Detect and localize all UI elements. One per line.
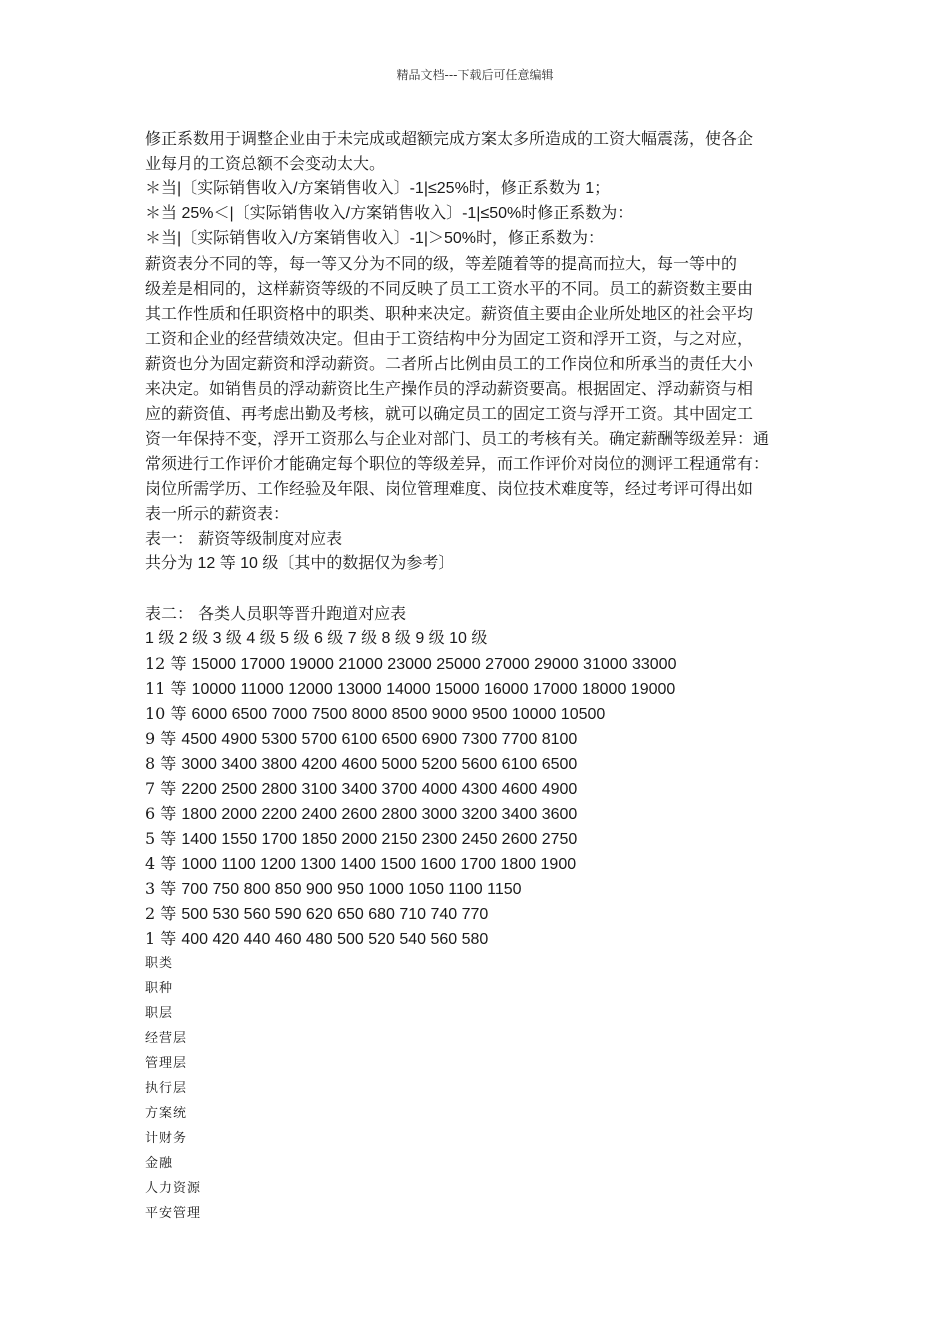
list-item: 人力资源 — [145, 1181, 202, 1196]
table-row — [145, 801, 805, 826]
table1-title: 表一： 薪资等级制度对应表 — [145, 529, 343, 548]
rule-line: ＊当|〔实际销售收入/方案销售收入〕-1|≤25%时，修正系数为 1； — [145, 180, 611, 197]
correction-rules — [145, 176, 805, 251]
category-list — [145, 951, 805, 1226]
grade-values: 10000 11000 12000 13000 14000 15000 16000 17000 18000 19000 — [191, 681, 676, 698]
grade-label: 1 等 — [145, 929, 182, 948]
grade-label: 5 等 — [145, 829, 182, 848]
table-row — [145, 676, 805, 701]
document-body — [145, 126, 805, 1226]
text-line: 业每月的工资总额不会变动太大。 — [145, 154, 386, 173]
spacer — [145, 576, 805, 601]
table-row — [145, 901, 805, 926]
grade-values: 15000 17000 19000 21000 23000 25000 27000 29000 31000 33000 — [191, 656, 677, 673]
rule-line: ＊当 25%＜|〔实际销售收入/方案销售收入〕-1|≤50%时修正系数为： — [145, 205, 634, 222]
table-row — [145, 726, 805, 751]
grade-values: 1800 2000 2200 2400 2600 2800 3000 3200 3400 3600 — [181, 806, 578, 823]
list-item: 执行层 — [145, 1081, 188, 1096]
list-item: 金融 — [145, 1156, 174, 1171]
grade-label: 9 等 — [145, 729, 182, 748]
paragraph-intro — [145, 126, 805, 176]
grade-values: 700 750 800 850 900 950 1000 1050 1100 1150 — [181, 881, 522, 898]
grade-label: 6 等 — [145, 804, 182, 823]
table-row — [145, 651, 805, 676]
table-row — [145, 876, 805, 901]
text-line: 岗位所需学历、工作经验及年限、岗位管理难度、岗位技术难度等，经过考评可得出如 — [145, 479, 754, 498]
text-line: 常须进行工作评价才能确定每个职位的等级差异，而工作评价对岗位的测评工程通常有： — [145, 454, 770, 473]
list-item: 经营层 — [145, 1031, 188, 1046]
table-row — [145, 701, 805, 726]
grade-values: 4500 4900 5300 5700 6100 6500 6900 7300 7700 8100 — [181, 731, 578, 748]
text-line: 来决定。如销售员的浮动薪资比生产操作员的浮动薪资要高。根据固定、浮动薪资与相 — [145, 379, 754, 398]
grade-values: 2200 2500 2800 3100 3400 3700 4000 4300 4600 4900 — [181, 781, 578, 798]
page-header: 精品文档---下载后可任意编辑 — [396, 68, 554, 82]
grade-values: 1400 1550 1700 1850 2000 2150 2300 2450 2600 2750 — [181, 831, 578, 848]
text-line: 级差是相同的，这样薪资等级的不同反映了员工工资水平的不同。员工的薪资数主要由 — [145, 279, 754, 298]
grade-label: 7 等 — [145, 779, 182, 798]
text-line: 其工作性质和任职资格中的职类、职种来决定。薪资值主要由企业所处地区的社会平均 — [145, 304, 754, 323]
text-line: 资一年保持不变，浮开工资那么与企业对部门、员工的考核有关。确定薪酬等级差异：通 — [145, 429, 770, 448]
text-line: 工资和企业的经营绩效决定。但由于工资结构中分为固定工资和浮开工资，与之对应， — [145, 329, 754, 348]
list-item: 平安管理 — [145, 1206, 202, 1221]
grade-label: 4 等 — [145, 854, 182, 873]
grade-label: 10 等 — [145, 704, 192, 723]
grade-label: 12 等 — [145, 654, 192, 673]
list-item: 职层 — [145, 1006, 174, 1021]
grade-values: 6000 6500 7000 7500 8000 8500 9000 9500 10000 10500 — [191, 706, 606, 723]
grade-values: 500 530 560 590 620 650 680 710 740 770 — [181, 906, 489, 923]
list-item: 方案统 — [145, 1106, 188, 1121]
rule-line: ＊当|〔实际销售收入/方案销售收入〕-1|＞50%时，修正系数为： — [145, 230, 605, 247]
table2-levels-header: 1 级 2 级 3 级 4 级 5 级 6 级 7 级 8 级 9 级 10 级 — [145, 630, 488, 647]
paragraph-salary — [145, 251, 805, 526]
grade-values: 400 420 440 460 480 500 520 540 560 580 — [181, 931, 489, 948]
text-line: 薪资表分不同的等，每一等又分为不同的级，等差随着等的提高而拉大，每一等中的 — [145, 254, 738, 273]
table-row — [145, 751, 805, 776]
text-line: 薪资也分为固定薪资和浮动薪资。二者所占比例由员工的工作岗位和所承当的责任大小 — [145, 354, 754, 373]
grade-label: 2 等 — [145, 904, 182, 923]
list-item: 职类 — [145, 956, 174, 971]
salary-table — [145, 651, 805, 951]
grade-label: 3 等 — [145, 879, 182, 898]
grade-label: 11 等 — [145, 679, 192, 698]
table-row — [145, 776, 805, 801]
text-line: 应的薪资值、再考虑出勤及考核，就可以确定员工的固定工资与浮开工资。其中固定工 — [145, 404, 754, 423]
grade-values: 1000 1100 1200 1300 1400 1500 1600 1700 1800 1900 — [181, 856, 577, 873]
grade-values: 3000 3400 3800 4200 4600 5000 5200 5600 6100 6500 — [181, 756, 578, 773]
table1-note: 共分为 12 等 10 级〔其中的数据仅为参考〕 — [145, 555, 455, 572]
list-item: 计财务 — [145, 1131, 188, 1146]
text-line: 修正系数用于调整企业由于未完成或超额完成方案太多所造成的工资大幅震荡，使各企 — [145, 129, 754, 148]
text-line: 表一所示的薪资表： — [145, 504, 290, 523]
list-item: 管理层 — [145, 1056, 188, 1071]
table-row — [145, 851, 805, 876]
table2-title: 表二： 各类人员职等晋升跑道对应表 — [145, 604, 407, 623]
table-row — [145, 826, 805, 851]
list-item: 职种 — [145, 981, 174, 996]
grade-label: 8 等 — [145, 754, 182, 773]
table-row — [145, 926, 805, 951]
